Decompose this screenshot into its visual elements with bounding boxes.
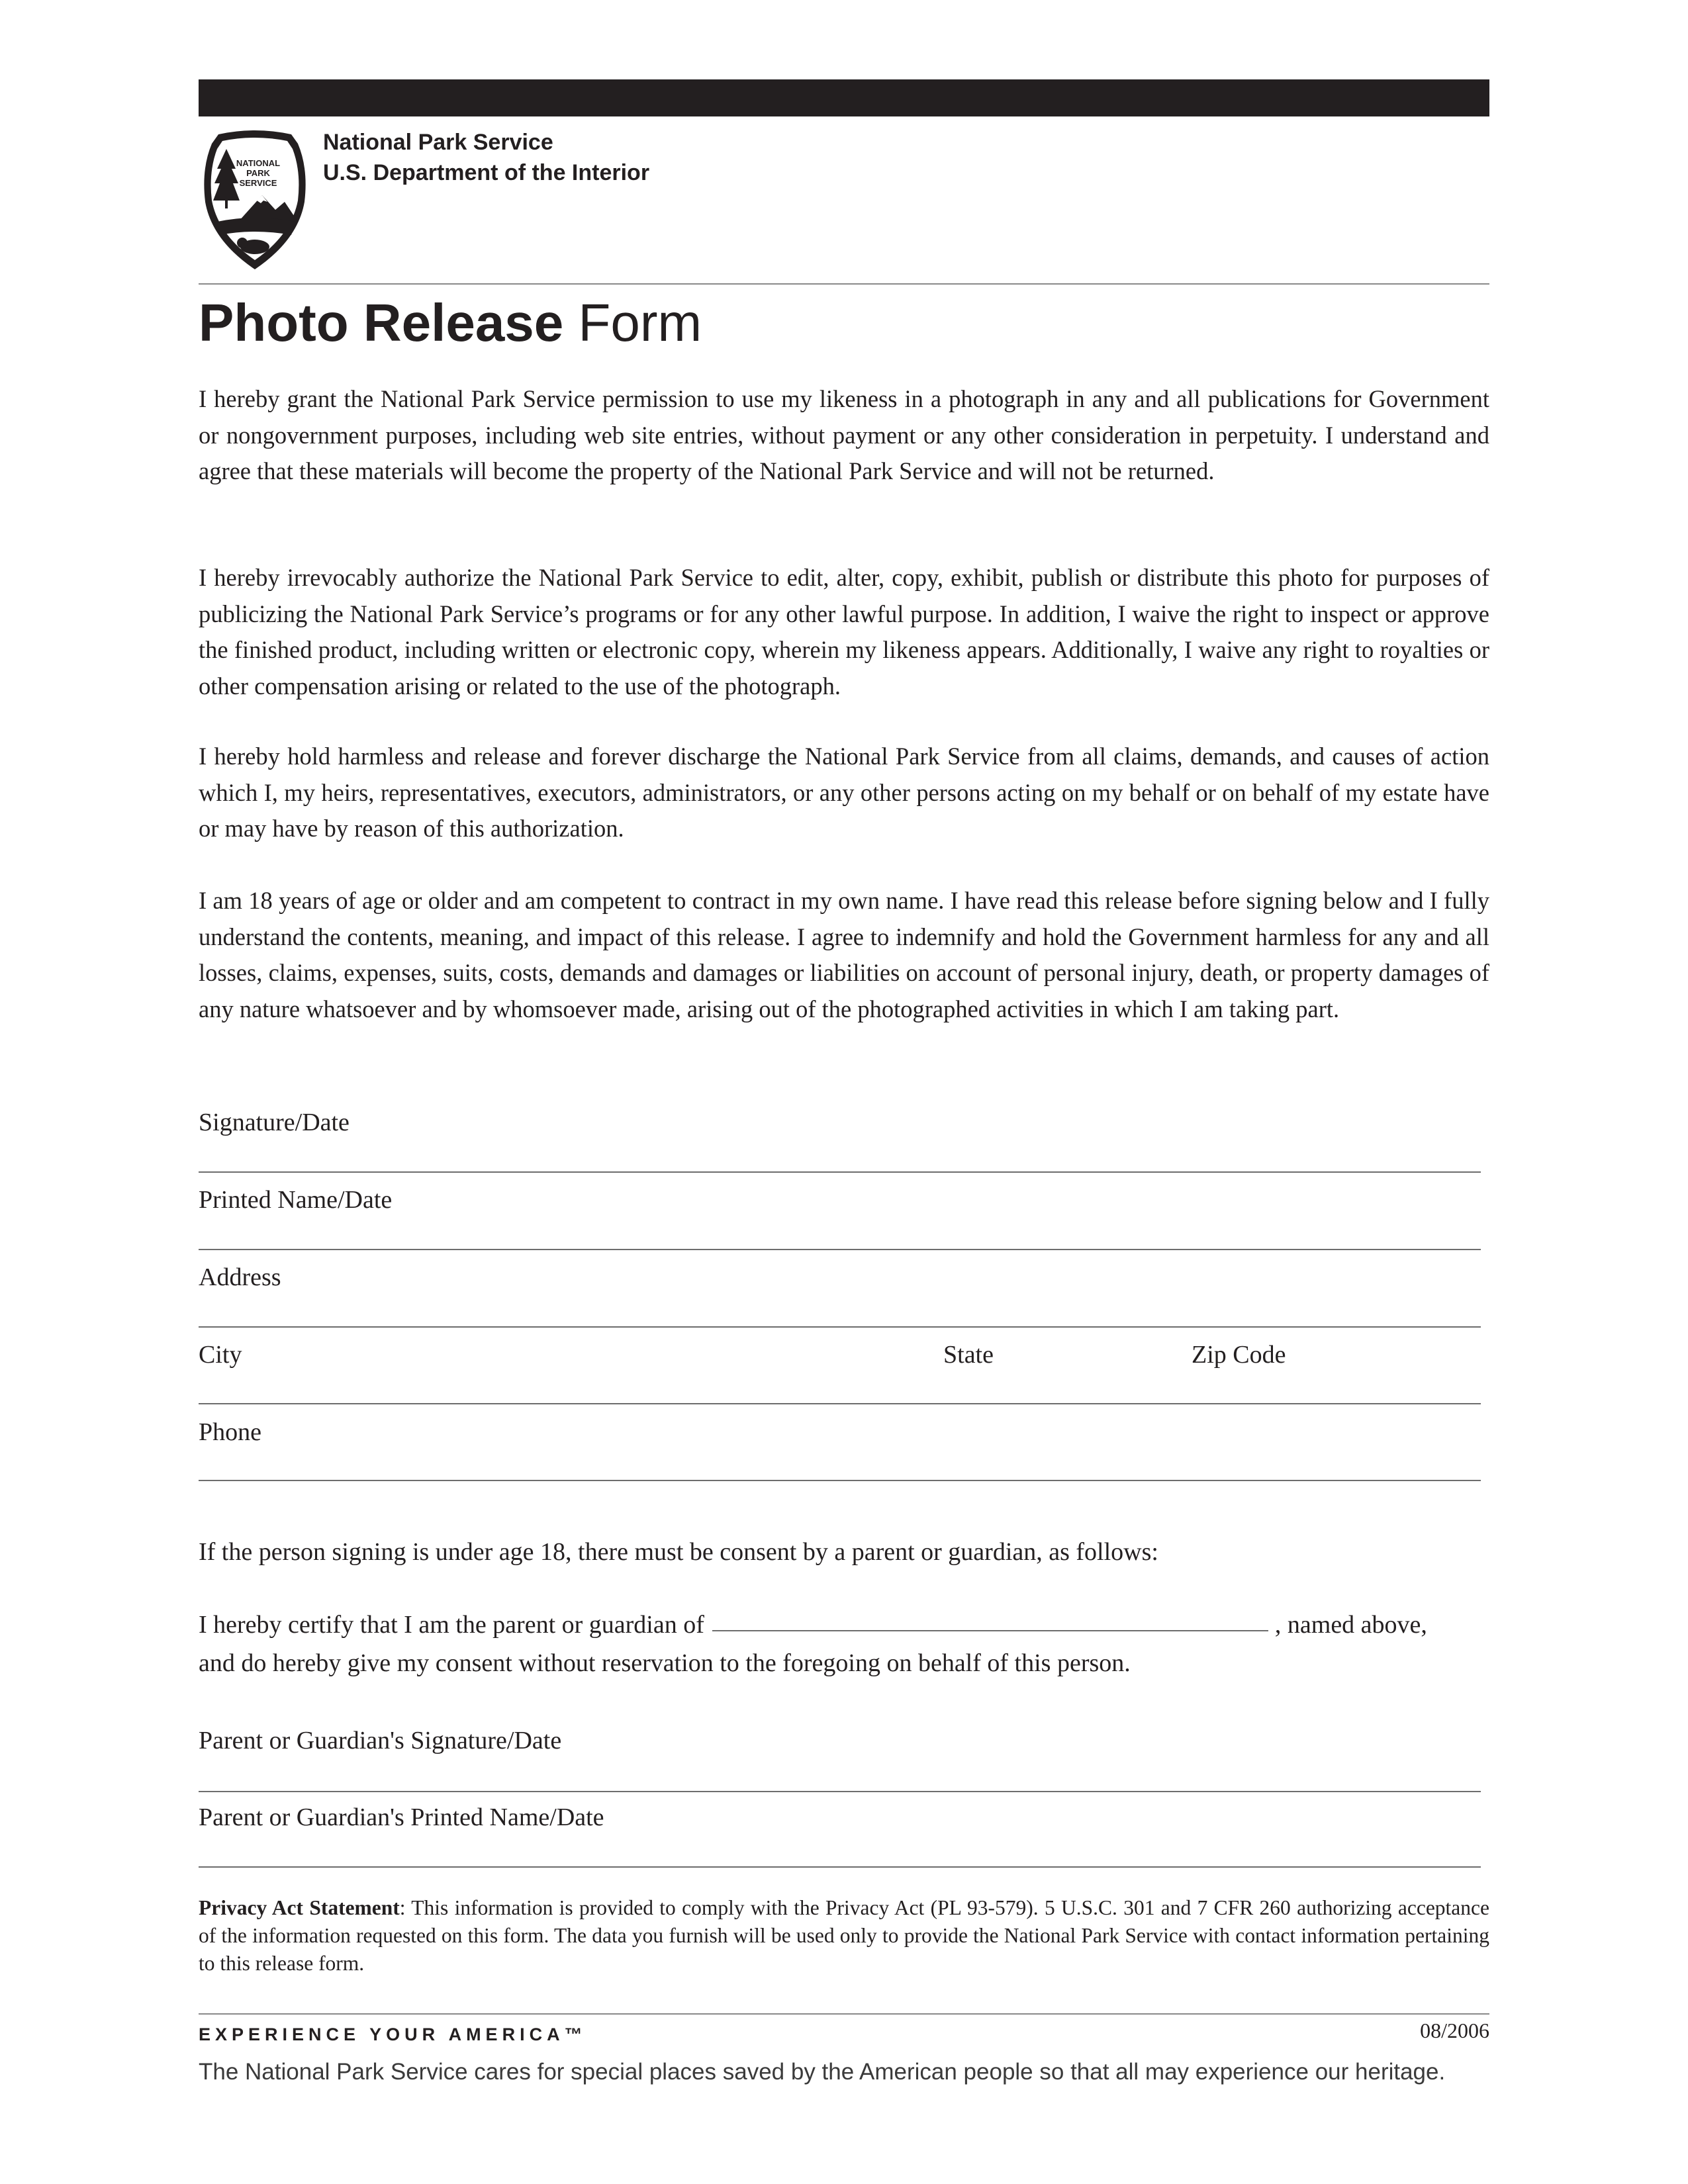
- parent-signature-label: Parent or Guardian's Signature/Date: [199, 1727, 562, 1754]
- nps-arrowhead-icon: [199, 129, 311, 271]
- signature-field[interactable]: [199, 1171, 1481, 1173]
- privacy-act-statement: [199, 1894, 1489, 1978]
- department-name: U.S. Department of the Interior: [323, 160, 650, 185]
- header-divider: [199, 283, 1489, 285]
- parent-printed-name-field[interactable]: [199, 1866, 1481, 1868]
- logo-text-park: PARK: [246, 168, 270, 178]
- city-state-zip-field[interactable]: [199, 1403, 1481, 1404]
- certify-line-two: and do hereby give my consent without reservation to the foregoing on behalf of this person.: [199, 1649, 1131, 1677]
- title-regular: Form: [563, 293, 702, 352]
- title-bold: Photo Release: [199, 293, 564, 352]
- zip-code-label: Zip Code: [1192, 1341, 1286, 1369]
- printed-name-label: Printed Name/Date: [199, 1186, 393, 1214]
- address-field[interactable]: [199, 1326, 1481, 1328]
- footer-divider: [199, 2013, 1489, 2015]
- paragraph-authorize: I hereby irrevocably authorize the National Park Service to edit, alter, copy, exhibit, publish or distribute this photo for purposes of publicizing the National Park Service’s programs or for any other lawful purpose. In addition, I waive the right to inspect or approve the finished product, including written or electronic copy, wherein my likeness appears. Additionally, I waive any right to royalties or other compensation arising or related to the use of the photograph.: [199, 564, 1489, 700]
- form-date: 08/2006: [1420, 2019, 1489, 2042]
- phone-label: Phone: [199, 1418, 261, 1446]
- logo-text-national: NATIONAL: [236, 158, 281, 168]
- minor-consent-note: If the person signing is under age 18, there must be consent by a parent or guardian, as follows:: [199, 1538, 1158, 1566]
- printed-name-field[interactable]: [199, 1249, 1481, 1250]
- parent-printed-name-label: Parent or Guardian's Printed Name/Date: [199, 1803, 604, 1831]
- certify-start-text: I hereby certify that I am the parent or guardian of: [199, 1611, 704, 1639]
- privacy-text: : This information is provided to comply with the Privacy Act (PL 93-579). 5 U.S.C. 301 and 7 CFR 260 authorizing acceptance of the information requested on this form. The data you furnish will be used only to provide the National Park Service with contact information pertaining to this release form.: [199, 1896, 1489, 1975]
- address-label: Address: [199, 1263, 281, 1291]
- state-label: State: [943, 1341, 994, 1369]
- signature-label: Signature/Date: [199, 1109, 350, 1136]
- logo-text-service: SERVICE: [239, 178, 277, 188]
- paragraph-grant: I hereby grant the National Park Service permission to use my likeness in a photograph in any and all publications for Government or nongovernment purposes, including web site entries, without payment or any other consideration in perpetuity. I understand and agree that these materials will become the property of the National Park Service and will not be returned.: [199, 385, 1489, 484]
- footer-tagline: EXPERIENCE YOUR AMERICA™: [199, 2025, 587, 2044]
- certify-end-text: , named above,: [1274, 1611, 1427, 1639]
- parent-signature-field[interactable]: [199, 1791, 1481, 1792]
- paragraph-release: I hereby hold harmless and release and forever discharge the National Park Service from all claims, demands, and causes of action which I, my heirs, representatives, executors, administrators, or any other persons acting on my behalf or on behalf of my estate have or may have by reason of this authorization.: [199, 743, 1489, 842]
- header-bar: [199, 79, 1489, 116]
- agency-name: National Park Service: [323, 130, 553, 155]
- footer-mission: The National Park Service cares for special places saved by the American people so that all may experience our heritage.: [199, 2059, 1446, 2085]
- minor-name-field[interactable]: [712, 1630, 1268, 1631]
- city-label: City: [199, 1341, 242, 1369]
- guardian-certification: [199, 1608, 1489, 1641]
- paragraph-age-consent: I am 18 years of age or older and am competent to contract in my own name. I have read this release before signing below and I fully understand the contents, meaning, and impact of this release. I agree to indemnify and hold the Government harmless for any and all losses, claims, expenses, suits, costs, demands and damages or liabilities on account of personal injury, death, or property damages of any nature whatsoever and by whomsoever made, arising out of the photographed activities in which I am taking part.: [199, 887, 1489, 1023]
- privacy-label: Privacy Act Statement: [199, 1896, 400, 1919]
- phone-field[interactable]: [199, 1480, 1481, 1481]
- page-title: [199, 290, 702, 356]
